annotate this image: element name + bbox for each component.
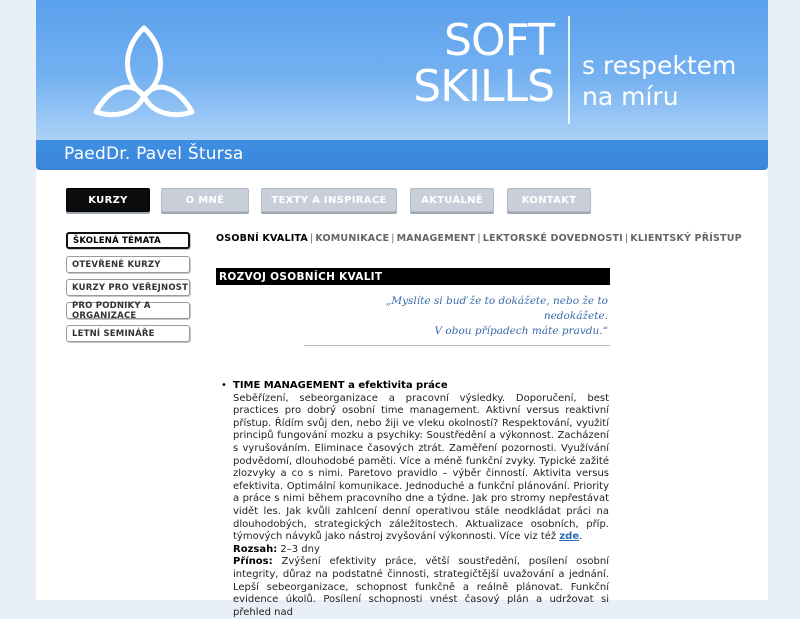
nav-texty-button[interactable]: [261, 188, 397, 212]
nav-aktualne-button[interactable]: [410, 188, 494, 212]
side-item-label: PRO PODNIKY A ORGANIZACE: [72, 300, 151, 321]
triquetra-icon[interactable]: [88, 22, 200, 118]
side-item-label: OTEVŘENÉ KURZY: [72, 259, 161, 270]
nav-texty-label: TEXTY A INSPIRACE: [271, 194, 387, 206]
more-info-link[interactable]: zde: [559, 531, 580, 543]
brand-divider: [568, 16, 570, 124]
tagline-line-2: na míru: [582, 82, 679, 111]
benefit-label: Přínos:: [233, 556, 273, 568]
main-content: [36, 170, 768, 618]
tagline-line-1: s respektem: [582, 51, 737, 80]
subnav-management[interactable]: MANAGEMENT: [396, 233, 476, 244]
side-item-label: LETNÍ SEMINÁŘE: [72, 328, 155, 339]
subnav-separator: |: [391, 233, 395, 244]
range-value: 2–3 dny: [280, 543, 320, 555]
course-title: TIME MANAGEMENT a efektivita práce: [233, 380, 448, 391]
nav-kurzy-button[interactable]: [66, 188, 150, 212]
side-item-otevrene-kurzy[interactable]: [66, 256, 190, 273]
tagline: [582, 50, 736, 112]
nav-kontakt-button[interactable]: [507, 188, 591, 212]
benefit-text: Zvýšení efektivity práce, větší soustředění, posílení osobní integrity, důraz na podstatné činnosti, strategičtější uvažování a jednání. Lepší sebeorganizace, schopnost funkčně a reálně plánovat. Funkční evidence úkolů. Posílení schopnosti vnést časový plán a udržovat si přehled nad: [233, 556, 609, 618]
side-item-kurzy-pro-verejnost[interactable]: [66, 279, 190, 296]
course-description: Seběřízení, sebeorganizace a pracovní výsledky. Doporučení, best practices pro dobrý osobní time management. Aktivní versus reaktivní přístup. Řídím svůj den, nebo žiji ve vleku okolností? Respektování, využití principů fungování mozku a psychiky: Soustředění a výkonnost. Zacházení s vyrušováním. Eliminace časových ztrát. Zaměření pozornosti. Využívání podvědomí, dlouhodobé paměti. Více a méně funkční zvyky. Typické zažité zlozvyky a co s nimi. Paretovo pravidlo – výběr činností. Aktivita versus efektivita. Optimální komunikace. Jednoduché a funkční plánování. Priority a práce s nimi během pracovního dne a týdne. Jak pro stromy nepřestávat vidět les. Jak kvůli zahlcení denní operativou stále neodkládat práci na dlouhodobých, strategických záležitostech. Aktualizace osobních, příp. týmových návyků jako nástroj zvyšování výkonnosti. Více viz též: [233, 392, 609, 543]
brand-line-1: SOFT: [444, 15, 554, 66]
nav-o-mne-label: O MNĚ: [185, 194, 225, 206]
subnav-separator: |: [624, 233, 629, 244]
range-label: Rozsah:: [233, 543, 278, 555]
subnav-komunikace[interactable]: KOMUNIKACE: [315, 233, 390, 244]
site-header: [36, 0, 768, 170]
nav-aktualne-label: AKTUÁLNĚ: [421, 194, 483, 206]
subnav-lektorske-dovednosti[interactable]: LEKTORSKÉ DOVEDNOSTI: [482, 233, 623, 244]
side-item-label: KURZY PRO VEŘEJNOST: [72, 282, 189, 293]
side-item-pro-podniky[interactable]: [66, 302, 190, 319]
subnav-klientsky-pristup[interactable]: KLIENTSKÝ PŘÍSTUP: [630, 233, 742, 244]
section-title-text: ROZVOJ OSOBNÍCH KVALIT: [219, 270, 383, 283]
side-item-skolena-temata[interactable]: [66, 232, 190, 249]
author-name: PaedDr. Pavel Štursa: [64, 144, 244, 164]
nav-o-mne-button[interactable]: [161, 188, 249, 212]
subnav-osobni-kvalita[interactable]: OSOBNÍ KVALITA: [216, 233, 308, 244]
quote-line-2: nedokážete.: [543, 310, 608, 322]
side-item-letni-seminare[interactable]: [66, 325, 190, 342]
subnav-separator: |: [309, 233, 314, 244]
section-title: [216, 268, 610, 285]
sub-navigation: [216, 233, 742, 244]
subnav-separator: |: [477, 233, 481, 244]
quote-line-1: „Myslíte si buď že to dokážete, nebo že to: [385, 295, 608, 307]
course-item: [221, 380, 609, 619]
bullet-icon: •: [221, 380, 227, 391]
after-link-text: .: [579, 531, 583, 543]
quote-line-3: V obou případech máte pravdu.“: [434, 325, 608, 337]
side-item-label: ŠKOLENÁ TÉMATA: [73, 235, 161, 246]
nav-kurzy-label: KURZY: [88, 194, 128, 206]
quote-divider: [304, 345, 610, 346]
motto-quote: [336, 294, 608, 339]
brand-line-2: SKILLS: [413, 61, 554, 112]
nav-kontakt-label: KONTAKT: [521, 194, 577, 206]
brand-title: [413, 15, 554, 112]
